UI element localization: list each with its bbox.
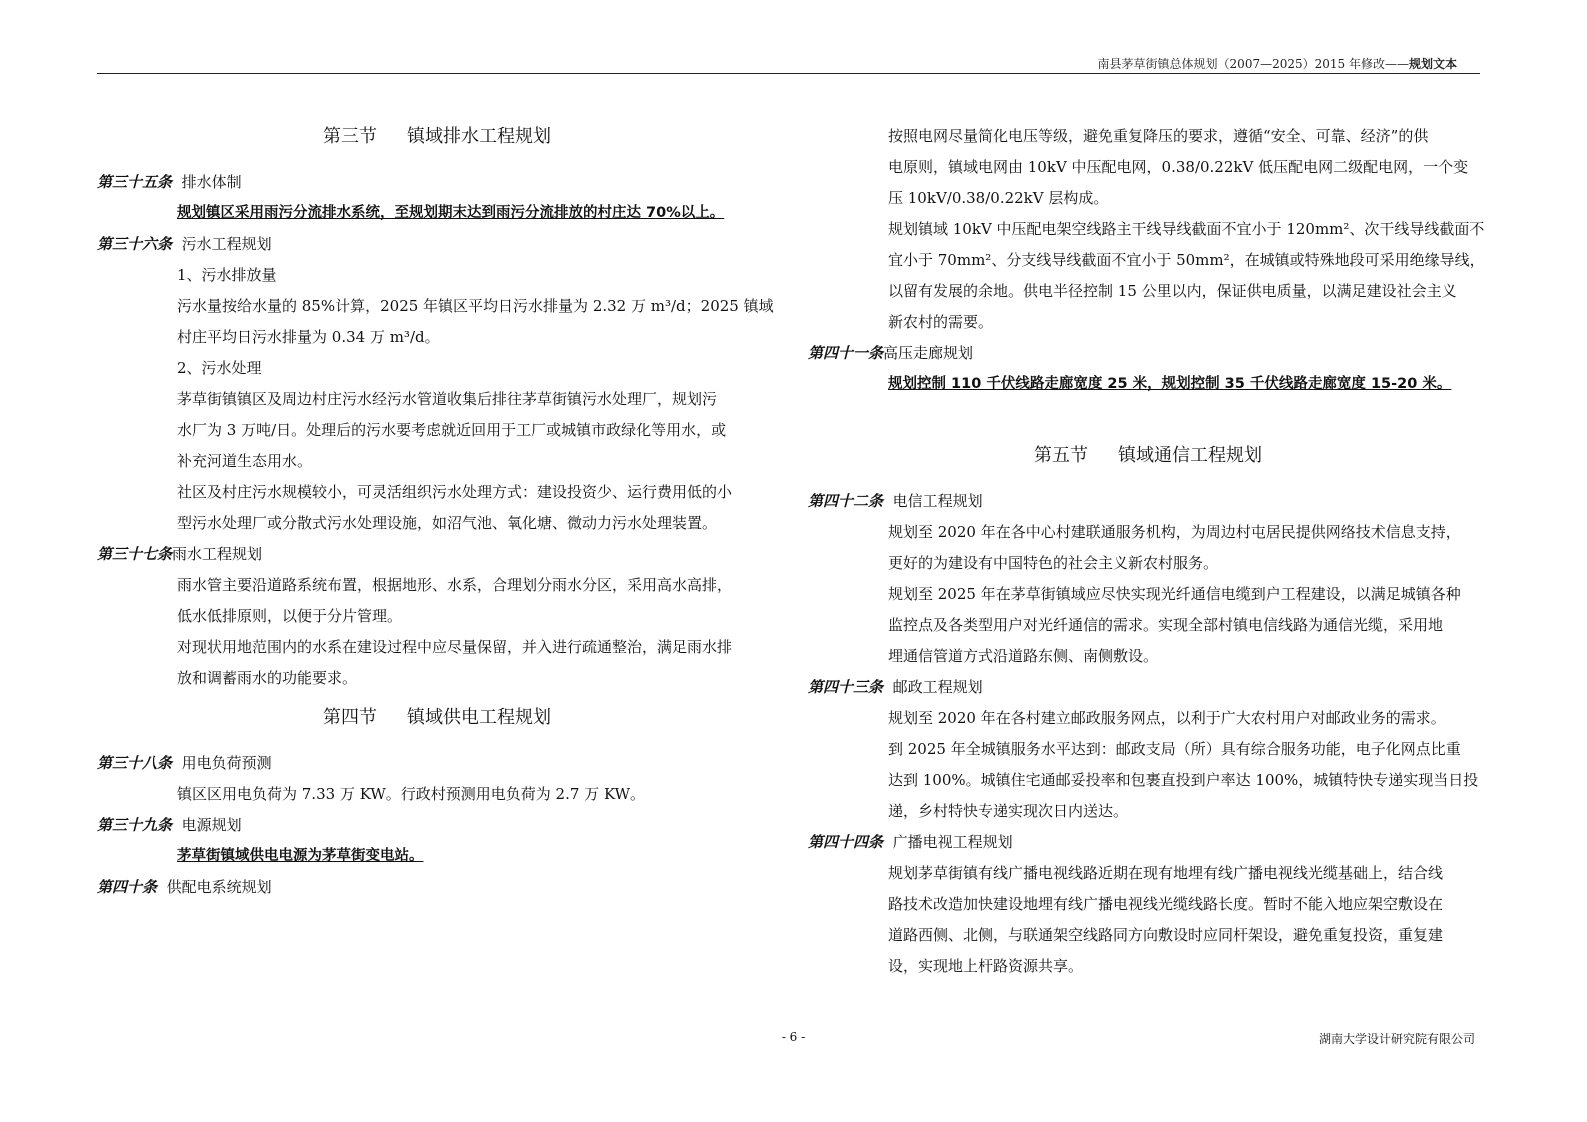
paragraph: 规划镇区采用雨污分流排水系统，至规划期末达到雨污分流排放的村庄达 70%以上。 xyxy=(177,205,725,221)
article-heading: 第三十五条 排水体制 xyxy=(97,173,242,191)
left-column xyxy=(97,121,777,903)
running-header: 南县茅草街镇总体规划（2007—2025）2015 年修改——规划文本 xyxy=(1097,57,1457,71)
paragraph: 1、污水排放量 污水量按给水量的 85%计算，2025 年镇区平均日污水排量为 2.32 万 m³/d；2025 镇域 村庄平均日污水排量为 0.34 万 m³/d。 2、污水处理 茅草街镇镇区及周边村庄污水经污水管道收集后排往茅草街镇污水处理厂，规划污 水厂为 3 万吨/日。处理后的污水要考虑就近回用于工厂或城镇市政绿化等用水，或 补充河道生态用水。 社区及村庄污水规模较小，可灵活组织污水处理方式：建设投资少、运行费用低的小 型污水处理厂或分散式污水处理设施，如沼气池、氧化塘、微动力污水处理装置。 xyxy=(177,266,774,532)
article-heading: 第三十七条雨水工程规划 xyxy=(97,545,263,563)
article-heading: 第三十九条 电源规划 xyxy=(97,816,242,834)
right-column xyxy=(808,121,1488,982)
section-title: 第三节 镇域排水工程规划 xyxy=(323,126,551,147)
paragraph: 规划至 2020 年在各村建立邮政服务网点，以利于广大农村用户对邮政业务的需求。 到 2025 年全城镇服务水平达到：邮政支局（所）具有综合服务功能，电子化网点比重 达到 100%。城镇住宅通邮妥投率和包裹直投到户率达 100%，城镇特快专递实现当日投 递，乡村特快专递实现次日内送达。 xyxy=(888,709,1479,820)
article-heading: 第三十六条 污水工程规划 xyxy=(97,235,272,253)
article-heading: 第三十八条 用电负荷预测 xyxy=(97,754,272,772)
paragraph: 规划控制 110 千伏线路走廊宽度 25 米，规划控制 35 千伏线路走廊宽度 15-20 米。 xyxy=(888,376,1452,392)
paragraph: 镇区区用电负荷为 7.33 万 KW。行政村预测用电负荷为 2.7 万 KW。 xyxy=(177,785,646,803)
paragraph: 茅草街镇域供电电源为茅草街变电站。 xyxy=(177,848,424,864)
section-title: 第四节 镇域供电工程规划 xyxy=(323,707,551,728)
paragraph: 按照电网尽量简化电压等级，避免重复降压的要求，遵循“安全、可靠、经济”的供 电原则，镇域电网由 10kV 中压配电网，0.38/0.22kV 低压配电网二级配电网，一个变 压 10kV/0.38/0.22kV 层构成。 规划镇域 10kV 中压配电架空线路主干线导线截面不宜小于 120mm²、次干线导线截面不 宜小于 70mm²、分支线导线截面不宜小于 50mm²，在城镇或特殊地段可采用绝缘导线， 以留有发展的余地。供电半径控制 15 公里以内，保证供电质量，以满足建设社会主义 新农村的需要。 xyxy=(888,127,1485,331)
paragraph: 规划茅草街镇有线广播电视线路近期在现有地埋有线广播电视线光缆基础上，结合线 路技术改造加快建设地埋有线广播电视线光缆线路长度。暂时不能入地应架空敷设在 道路西侧、北侧，与联通架空线路同方向敷设时应同杆架设，避免重复投资，重复建 设，实现地上杆路资源共享。 xyxy=(888,864,1444,975)
paragraph: 规划至 2020 年在各中心村建联通服务机构，为周边村屯居民提供网络技术信息支持， 更好的为建设有中国特色的社会主义新农村服务。 规划至 2025 年在茅草街镇域应尽快实现光纤通信电缆到户工程建设，以满足城镇各种 监控点及各类型用户对光纤通信的需求。实现全部村镇电信线路为通信光缆，采用地 埋通信管道方式沿道路东侧、南侧敷设。 xyxy=(888,523,1461,665)
article-heading: 第四十一条高压走廊规划 xyxy=(808,344,974,362)
section-title: 第五节 镇域通信工程规划 xyxy=(1034,445,1262,466)
footer-organization: 湖南大学设计研究院有限公司 xyxy=(1318,1032,1475,1046)
header-rule xyxy=(97,73,1480,74)
article-heading: 第四十条 供配电系统规划 xyxy=(97,878,272,896)
page-number: - 6 - xyxy=(781,1030,806,1044)
article-heading: 第四十四条 广播电视工程规划 xyxy=(808,833,1013,851)
article-heading: 第四十三条 邮政工程规划 xyxy=(808,678,983,696)
article-heading: 第四十二条 电信工程规划 xyxy=(808,492,983,510)
header-bold: 规划文本 xyxy=(1408,57,1457,71)
paragraph: 雨水管主要沿道路系统布置，根据地形、水系，合理划分雨水分区，采用高水高排， 低水低排原则，以便于分片管理。 对现状用地范围内的水系在建设过程中应尽量保留，并入进行疏通整治，满足雨水排 放和调蓄雨水的功能要求。 xyxy=(177,576,733,687)
